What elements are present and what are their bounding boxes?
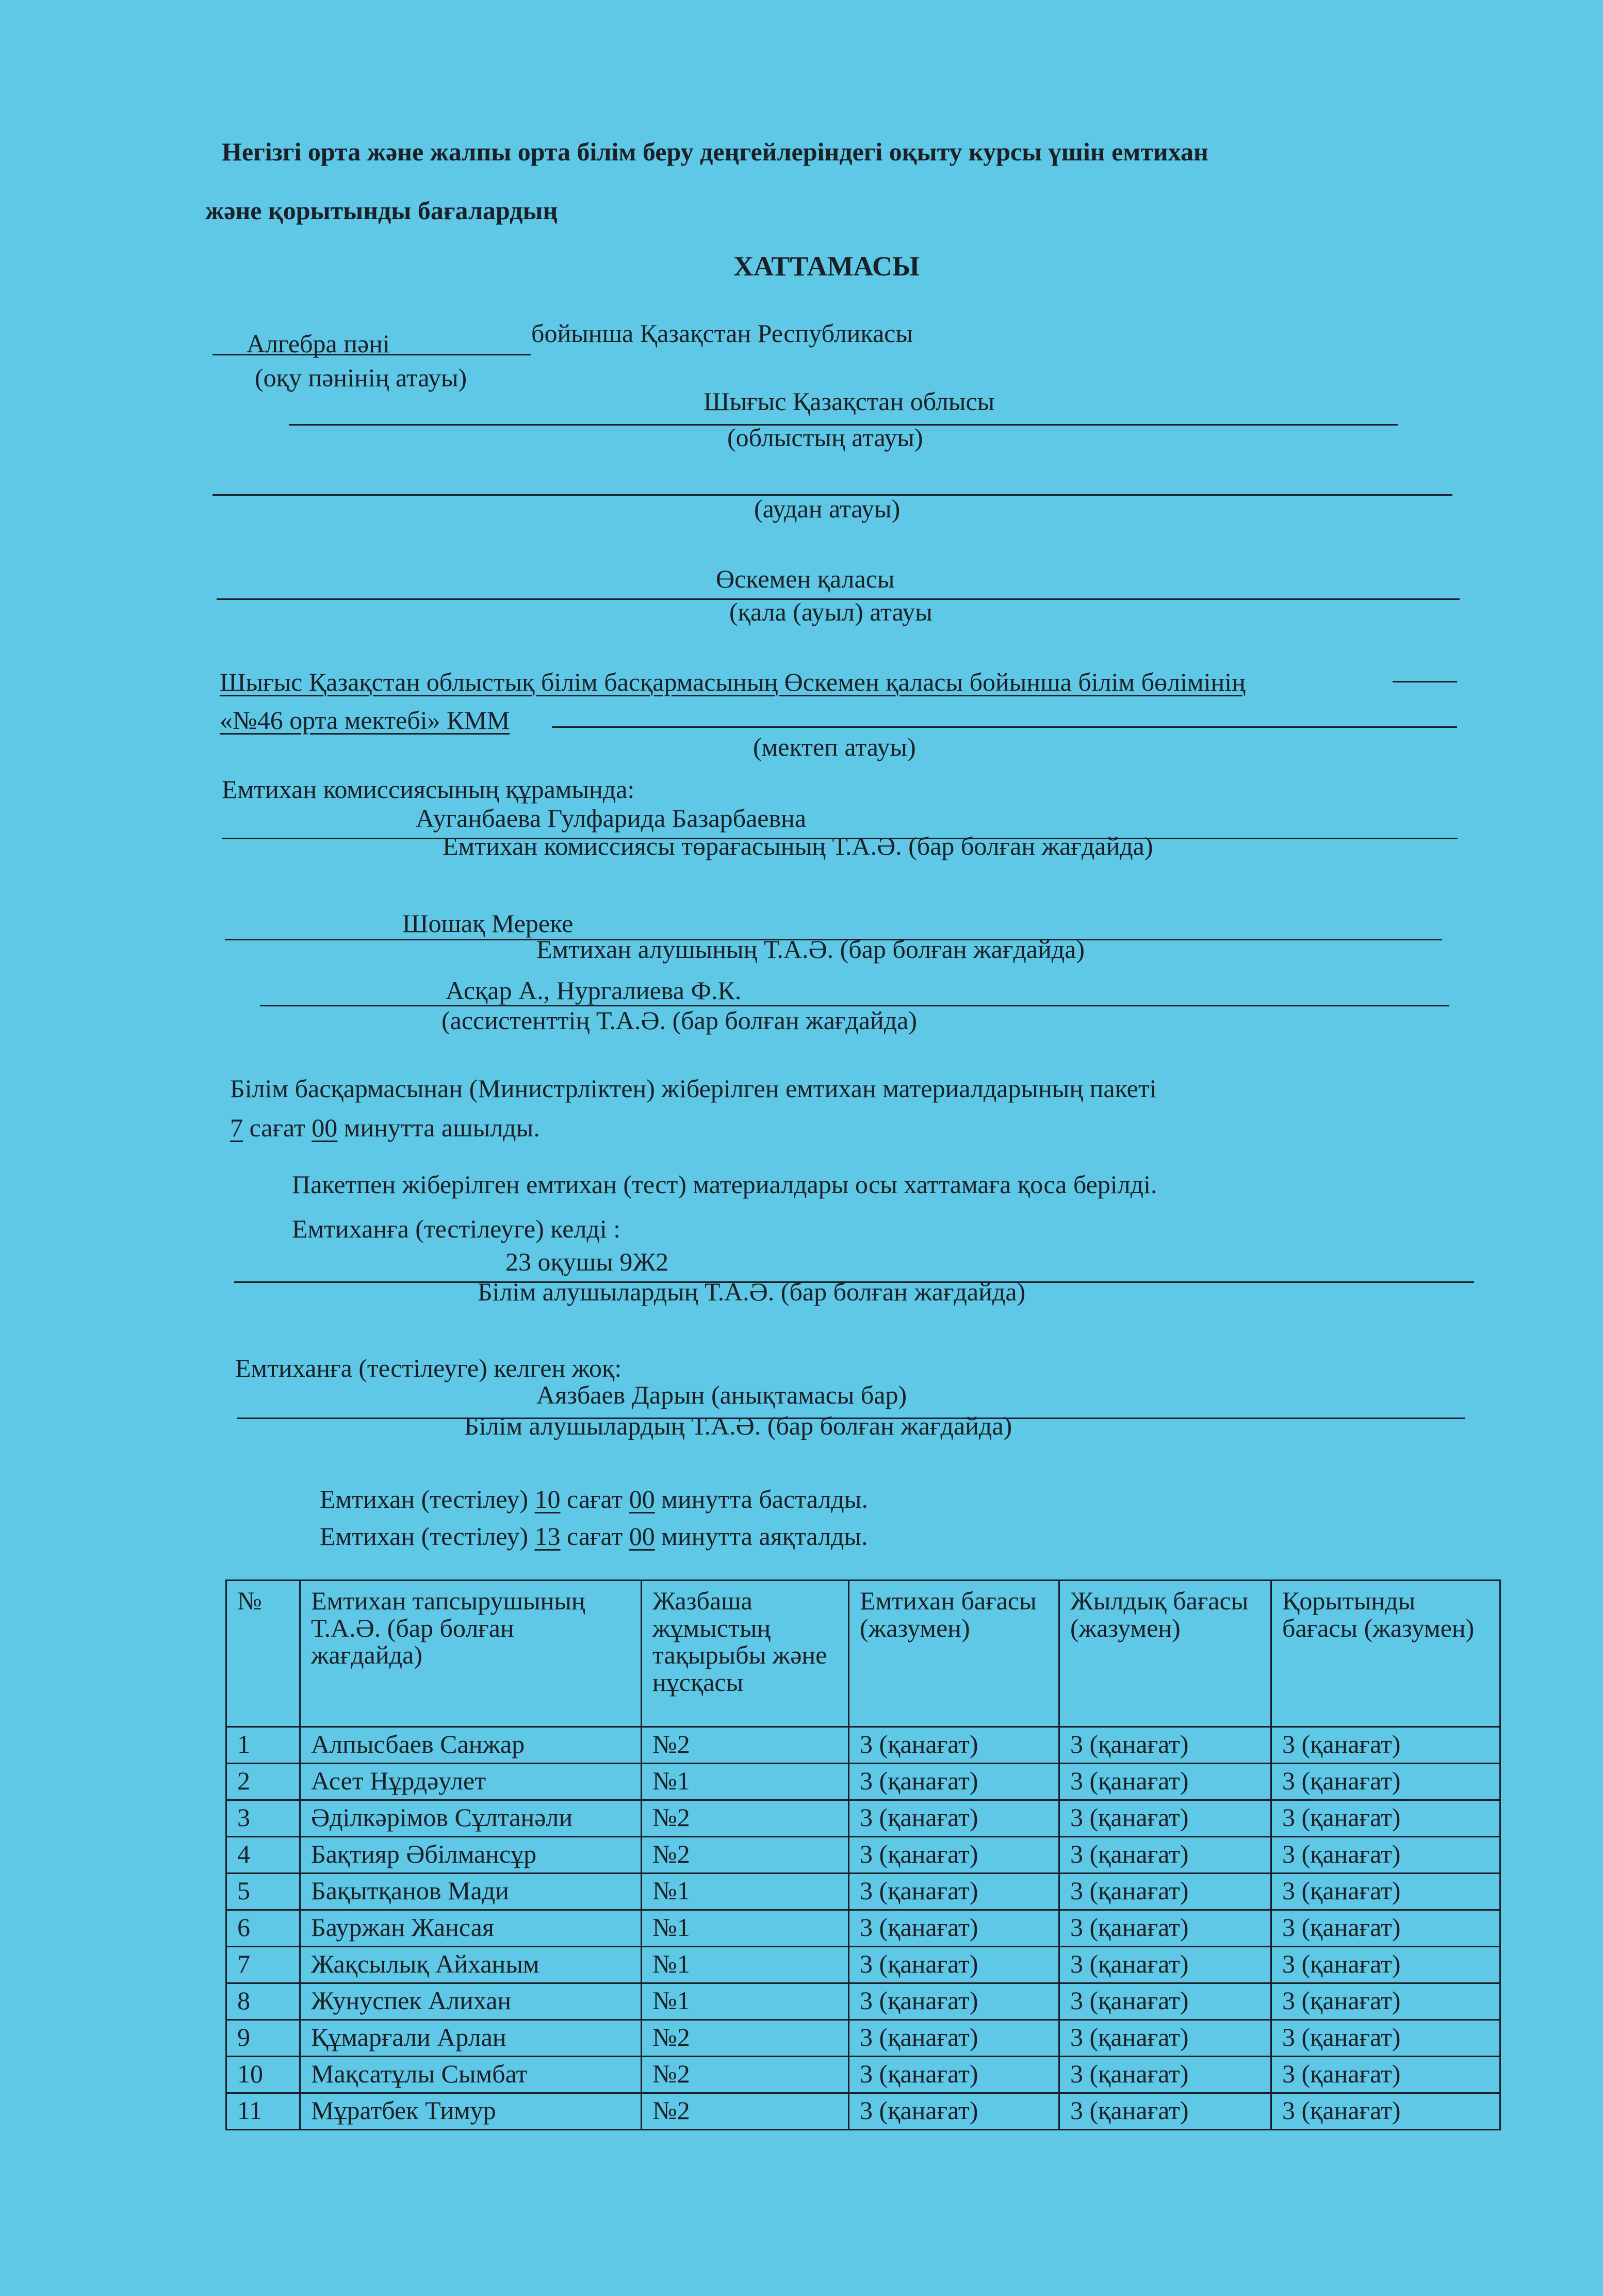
table-row [226,1874,1500,1910]
row-annual-grade: 3 (қанағат) [1059,1727,1271,1764]
row-written-topic: №1 [642,1947,849,1983]
table-row [226,1837,1500,1874]
row-number: 7 [226,1947,300,1983]
row-annual-grade: 3 (қанағат) [1059,1837,1271,1874]
start-suffix: минутта басталды. [661,1485,868,1513]
city-caption: (қала (ауыл) атауы [729,597,933,626]
examiner-name: Шошақ Мереке [402,909,574,938]
row-student-name: Әділкәрімов Сұлтанәли [300,1800,642,1837]
school-caption: (мектеп атауы) [753,732,916,761]
row-student-name: Бақтияр Әбілмансұр [300,1837,642,1874]
package-time [230,1114,540,1142]
row-final-grade: 3 (қанағат) [1271,1874,1500,1910]
start-hour: 10 [534,1485,561,1513]
school-line-2-fill [552,726,1457,728]
row-final-grade: 3 (қанағат) [1271,1727,1500,1764]
row-exam-grade: 3 (қанағат) [849,1837,1059,1874]
row-number: 5 [226,1874,300,1910]
start-time [320,1486,868,1513]
start-prefix: Емтихан (тестілеу) [320,1485,529,1513]
row-number: 9 [226,2020,300,2057]
package-hour: 7 [230,1113,243,1142]
school-line-1: Шығыс Қазақстан облыстық білім басқармасының Өскемен қаласы бойынша білім бөлімінің [220,667,1246,696]
header-number: № [226,1581,300,1727]
package-hour-word: сағат [249,1113,305,1142]
row-number: 11 [226,2093,300,2130]
city-value: Өскемен қаласы [716,564,895,593]
table-row [226,1764,1500,1800]
package-minute: 00 [312,1113,338,1142]
table-row [226,2093,1500,2130]
row-final-grade: 3 (қанағат) [1271,1800,1500,1837]
row-final-grade: 3 (қанағат) [1271,1764,1500,1800]
document-title: ХАТТАМАСЫ [733,251,920,282]
row-number: 1 [226,1727,300,1764]
arrived-label: Емтиханға (тестілеуге) келді : [292,1214,621,1243]
row-written-topic: №1 [642,1764,849,1800]
package-line: Білім басқармасынан (Министрліктен) жіберілген емтихан материалдарының пакеті [230,1074,1157,1103]
row-written-topic: №2 [642,2057,849,2093]
row-final-grade: 3 (қанағат) [1271,2093,1500,2130]
row-number: 6 [226,1910,300,1947]
absent-value: Аязбаев Дарын (анықтамасы бар) [536,1380,907,1409]
row-annual-grade: 3 (қанағат) [1059,2020,1271,2057]
subject-suffix: бойынша Қазақстан Республикасы [531,319,913,348]
row-exam-grade: 3 (қанағат) [849,2020,1059,2057]
row-student-name: Жақсылық Айханым [300,1947,642,1983]
row-annual-grade: 3 (қанағат) [1059,2093,1271,2130]
commission-label: Емтихан комиссиясының құрамында: [222,775,635,804]
row-exam-grade: 3 (қанағат) [849,2093,1059,2130]
title-line-2: және қорытынды бағалардың [205,196,558,225]
row-final-grade: 3 (қанағат) [1271,1910,1500,1947]
end-time [320,1523,868,1550]
row-student-name: Алпысбаев Санжар [300,1727,642,1764]
table-row [226,1800,1500,1837]
row-annual-grade: 3 (қанағат) [1059,1874,1271,1910]
title-line-1: Негізгі орта және жалпы орта білім беру деңгейлеріндегі оқыту курсы үшін емтихан [222,137,1208,166]
row-number: 3 [226,1800,300,1837]
row-written-topic: №2 [642,1727,849,1764]
region-caption: (облыстың атауы) [727,423,923,452]
end-minute: 00 [629,1522,655,1551]
row-exam-grade: 3 (қанағат) [849,1983,1059,2020]
row-student-name: Мақсатұлы Сымбат [300,2057,642,2093]
header-written-topic: Жазбаша жұмыстың тақырыбы және нұсқасы [642,1581,849,1727]
row-annual-grade: 3 (қанағат) [1059,1800,1271,1837]
row-student-name: Бақытқанов Мади [300,1874,642,1910]
school-line-1-fill [1393,681,1457,682]
table-header-row [226,1581,1500,1727]
examiner-caption: Емтихан алушының Т.А.Ә. (бар болған жағдайда) [536,935,1085,964]
row-annual-grade: 3 (қанағат) [1059,1910,1271,1947]
table-row [226,1983,1500,2020]
chair-name: Ауганбаева Гулфарида Базарбаевна [416,804,807,833]
row-number: 4 [226,1837,300,1874]
district-caption: (аудан атауы) [754,494,901,523]
arrived-value: 23 оқушы 9Ж2 [505,1247,669,1276]
row-student-name: Құмарғали Арлан [300,2020,642,2057]
end-hour-word: сағат [567,1522,623,1551]
subject-value: Алгебра пәні [247,329,390,358]
row-written-topic: №1 [642,1874,849,1910]
table-row [226,1727,1500,1764]
row-annual-grade: 3 (қанағат) [1059,2057,1271,2093]
row-final-grade: 3 (қанағат) [1271,2057,1500,2093]
row-exam-grade: 3 (қанағат) [849,1764,1059,1800]
row-number: 10 [226,2057,300,2093]
row-annual-grade: 3 (қанағат) [1059,1764,1271,1800]
row-exam-grade: 3 (қанағат) [849,1874,1059,1910]
results-table [225,1579,1501,2130]
assistant-caption: (ассистенттің Т.А.Ә. (бар болған жағдайда) [441,1006,917,1035]
table-row [226,1910,1500,1947]
row-annual-grade: 3 (қанағат) [1059,1983,1271,2020]
end-hour: 13 [534,1522,561,1551]
arrived-caption: Білім алушылардың Т.А.Ә. (бар болған жағдайда) [478,1277,1026,1306]
end-prefix: Емтихан (тестілеу) [320,1522,529,1551]
row-student-name: Асет Нұрдәулет [300,1764,642,1800]
materials-line: Пакетпен жіберілген емтихан (тест) материалдары осы хаттамаға қоса берілді. [292,1170,1157,1199]
row-number: 2 [226,1764,300,1800]
row-student-name: Бауржан Жансая [300,1910,642,1947]
row-written-topic: №2 [642,1800,849,1837]
row-annual-grade: 3 (қанағат) [1059,1947,1271,1983]
row-final-grade: 3 (қанағат) [1271,1837,1500,1874]
subject-caption: (оқу пәнінің атауы) [255,363,467,392]
row-final-grade: 3 (қанағат) [1271,1947,1500,1983]
region-value: Шығыс Қазақстан облысы [704,387,995,416]
chair-caption: Емтихан комиссиясы төрағасының Т.А.Ә. (бар болған жағдайда) [443,832,1153,860]
row-student-name: Жунуспек Алихан [300,1983,642,2020]
row-exam-grade: 3 (қанағат) [849,1800,1059,1837]
row-written-topic: №1 [642,1910,849,1947]
row-written-topic: №2 [642,2093,849,2130]
table-row [226,2057,1500,2093]
header-exam-grade: Емтихан бағасы (жазумен) [849,1581,1059,1727]
absent-caption: Білім алушылардың Т.А.Ә. (бар болған жағдайда) [464,1411,1012,1440]
row-exam-grade: 3 (қанағат) [849,1727,1059,1764]
row-student-name: Мұратбек Тимур [300,2093,642,2130]
row-final-grade: 3 (қанағат) [1271,1983,1500,2020]
row-written-topic: №2 [642,1837,849,1874]
row-final-grade: 3 (қанағат) [1271,2020,1500,2057]
row-exam-grade: 3 (қанағат) [849,1947,1059,1983]
row-exam-grade: 3 (қанағат) [849,1910,1059,1947]
header-final-grade: Қорытынды бағасы (жазумен) [1271,1581,1500,1727]
table-row [226,1947,1500,1983]
start-hour-word: сағат [567,1485,623,1513]
start-minute: 00 [629,1485,655,1513]
row-written-topic: №1 [642,1983,849,2020]
row-exam-grade: 3 (қанағат) [849,2057,1059,2093]
row-number: 8 [226,1983,300,2020]
package-minute-word: минутта ашылды. [343,1113,540,1142]
header-annual-grade: Жылдық бағасы (жазумен) [1059,1581,1271,1727]
absent-label: Емтиханға (тестілеуге) келген жоқ: [235,1354,622,1382]
assistant-name: Асқар А., Нургалиева Ф.К. [446,976,742,1005]
row-written-topic: №2 [642,2020,849,2057]
school-line-2: «№46 орта мектебі» КММ [220,706,510,735]
table-row [226,2020,1500,2057]
table-body [226,1727,1500,2130]
end-suffix: минутта аяқталды. [661,1522,868,1551]
header-student-name: Емтихан тапсырушының Т.А.Ә. (бар болған жағдайда) [300,1581,642,1727]
